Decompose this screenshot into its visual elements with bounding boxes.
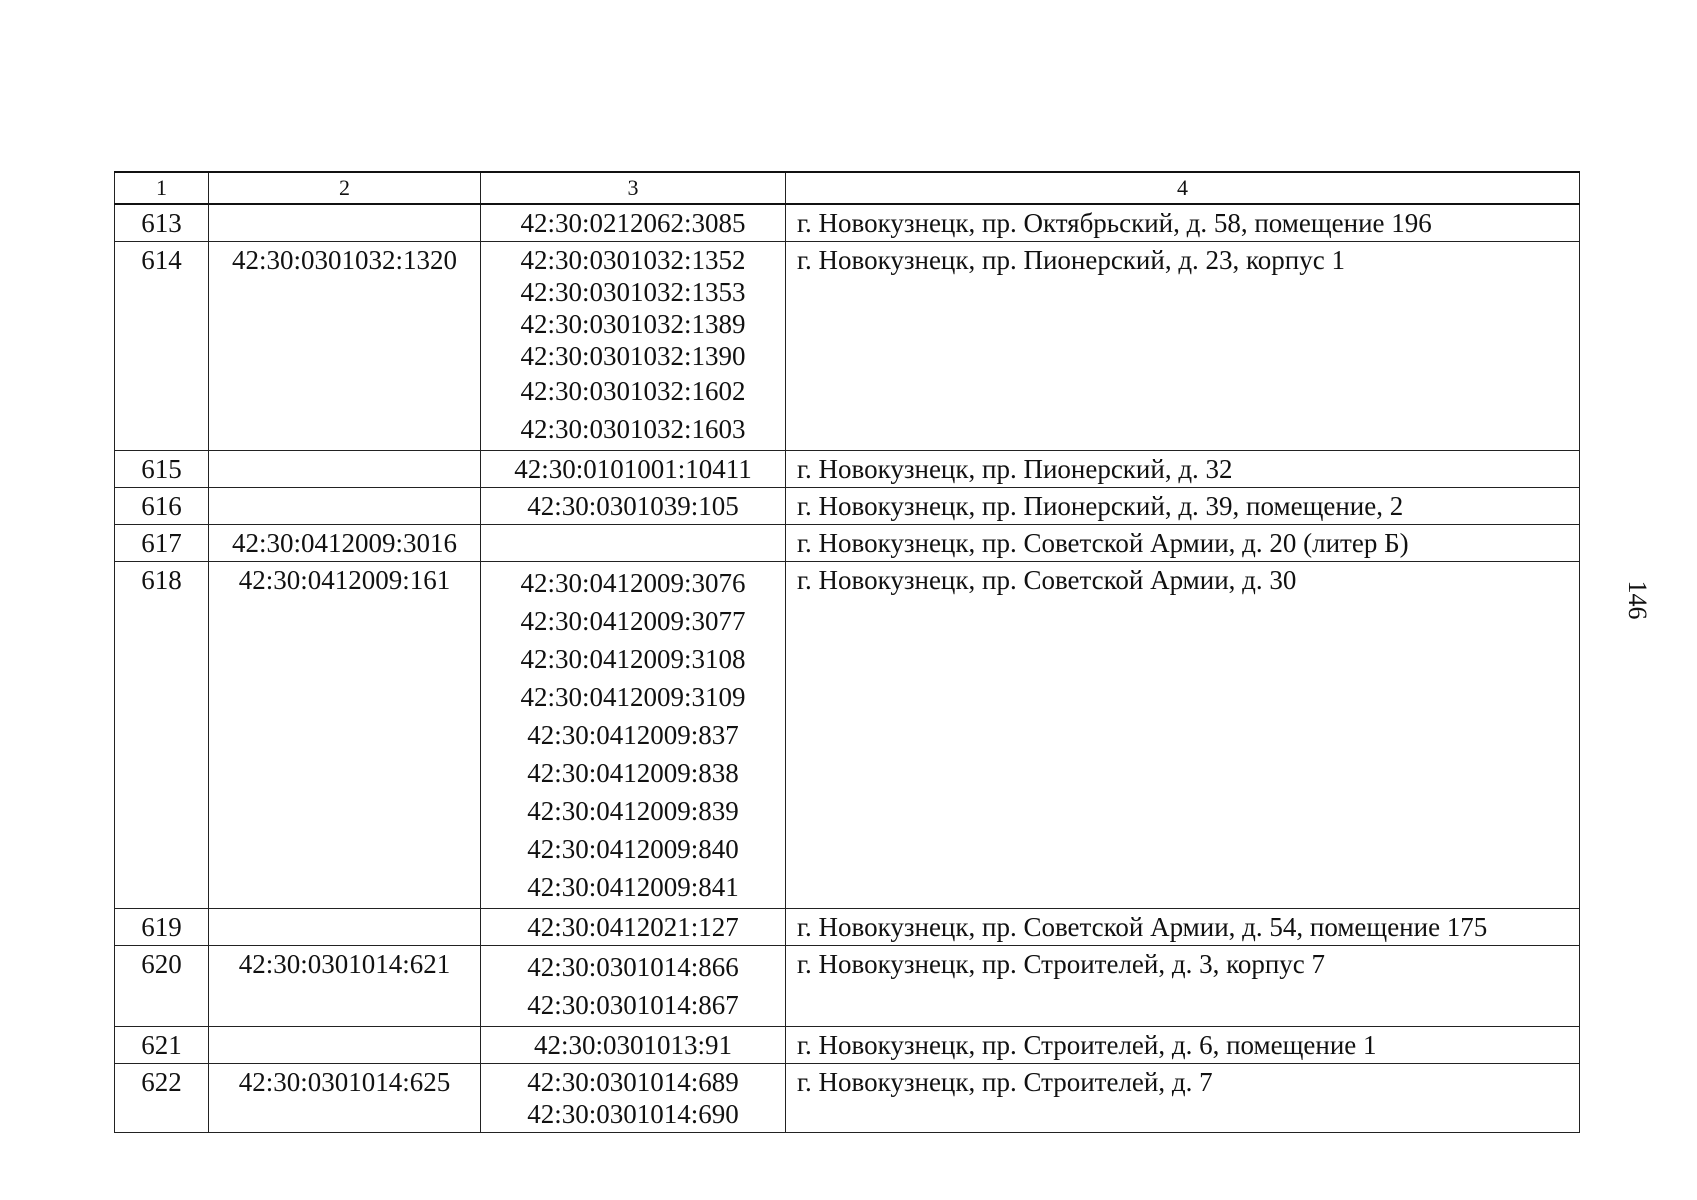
table-body — [115, 204, 1580, 1133]
row-number: 619 — [115, 909, 209, 946]
premises-number: 42:30:0212062:3085 — [520, 208, 746, 238]
premises-number: 42:30:0301014:867 — [527, 990, 739, 1020]
row-number: 622 — [115, 1064, 209, 1133]
premises-number: 42:30:0301039:105 — [527, 491, 739, 521]
table-row — [115, 204, 1580, 242]
table-header — [115, 172, 1580, 204]
premises-number: 42:30:0412009:839 — [527, 796, 739, 826]
premises-numbers-cell — [481, 1027, 786, 1064]
premises-number: 42:30:0412009:837 — [527, 720, 739, 750]
premises-number: 42:30:0101001:10411 — [514, 454, 752, 484]
header-row — [115, 172, 1580, 204]
premises-numbers-cell — [481, 204, 786, 242]
cadastral-number-cell — [209, 525, 481, 562]
address-cell: г. Новокузнецк, пр. Пионерский, д. 32 — [786, 451, 1580, 488]
premises-number: 42:30:0412009:3076 — [520, 568, 746, 598]
premises-numbers-cell — [481, 525, 786, 562]
cadastral-number: 42:30:0301032:1320 — [231, 245, 457, 275]
address-cell: г. Новокузнецк, пр. Строителей, д. 3, корпус 7 — [786, 946, 1580, 1027]
table-row — [115, 1064, 1580, 1133]
premises-numbers-cell — [481, 909, 786, 946]
premises-number: 42:30:0301032:1352 — [520, 245, 746, 275]
premises-number: 42:30:0301032:1603 — [520, 414, 746, 444]
cadastral-number-cell — [209, 488, 481, 525]
premises-number: 42:30:0412009:3109 — [520, 682, 746, 712]
address-cell: г. Новокузнецк, пр. Строителей, д. 6, помещение 1 — [786, 1027, 1580, 1064]
address-cell: г. Новокузнецк, пр. Советской Армии, д. 20 (литер Б) — [786, 525, 1580, 562]
premises-number: 42:30:0301014:690 — [527, 1099, 739, 1129]
premises-number: 42:30:0301032:1389 — [520, 309, 746, 339]
premises-number: 42:30:0301014:689 — [527, 1067, 739, 1097]
premises-numbers-cell — [481, 451, 786, 488]
premises-number: 42:30:0301032:1602 — [520, 376, 746, 406]
cadastral-number-cell — [209, 451, 481, 488]
table-row — [115, 946, 1580, 1027]
premises-numbers-cell — [481, 242, 786, 451]
header-col-4: 4 — [786, 172, 1580, 204]
address-cell: г. Новокузнецк, пр. Пионерский, д. 39, помещение, 2 — [786, 488, 1580, 525]
cadastral-number-cell — [209, 1064, 481, 1133]
address-cell: г. Новокузнецк, пр. Пионерский, д. 23, корпус 1 — [786, 242, 1580, 451]
table-row — [115, 909, 1580, 946]
table-row — [115, 451, 1580, 488]
address-cell: г. Новокузнецк, пр. Строителей, д. 7 — [786, 1064, 1580, 1133]
premises-number: 42:30:0412009:3108 — [520, 644, 746, 674]
address-cell: г. Новокузнецк, пр. Советской Армии, д. 54, помещение 175 — [786, 909, 1580, 946]
header-col-3: 3 — [481, 172, 786, 204]
premises-numbers-cell — [481, 562, 786, 909]
header-col-1: 1 — [115, 172, 209, 204]
cadastral-number-cell — [209, 242, 481, 451]
address-cell: г. Новокузнецк, пр. Советской Армии, д. 30 — [786, 562, 1580, 909]
cadastral-number-cell — [209, 204, 481, 242]
premises-number: 42:30:0301032:1390 — [520, 341, 746, 371]
cadastral-number-cell — [209, 562, 481, 909]
table-row — [115, 488, 1580, 525]
row-number: 615 — [115, 451, 209, 488]
row-number: 621 — [115, 1027, 209, 1064]
premises-numbers-cell — [481, 946, 786, 1027]
premises-number: 42:30:0412021:127 — [527, 912, 739, 942]
page-number: 146 — [1623, 580, 1652, 620]
cadastral-number: 42:30:0412009:161 — [238, 565, 451, 595]
premises-number: 42:30:0301013:91 — [533, 1030, 732, 1060]
premises-number: 42:30:0301014:866 — [527, 952, 739, 982]
table-row — [115, 562, 1580, 909]
cadastral-number: 42:30:0412009:3016 — [231, 528, 457, 558]
table-row — [115, 1027, 1580, 1064]
premises-number: 42:30:0412009:840 — [527, 834, 739, 864]
address-cell: г. Новокузнецк, пр. Октябрьский, д. 58, помещение 196 — [786, 204, 1580, 242]
table-row — [115, 242, 1580, 451]
row-number: 613 — [115, 204, 209, 242]
row-number: 618 — [115, 562, 209, 909]
cadastral-number-cell — [209, 909, 481, 946]
premises-numbers-cell — [481, 1064, 786, 1133]
registry-table — [114, 171, 1580, 1133]
cadastral-number: 42:30:0301014:621 — [238, 949, 451, 979]
premises-number: 42:30:0301032:1353 — [520, 277, 746, 307]
row-number: 620 — [115, 946, 209, 1027]
premises-numbers-cell — [481, 488, 786, 525]
cadastral-number-cell — [209, 1027, 481, 1064]
row-number: 614 — [115, 242, 209, 451]
table-row — [115, 525, 1580, 562]
premises-number: 42:30:0412009:3077 — [520, 606, 746, 636]
row-number: 616 — [115, 488, 209, 525]
premises-number: 42:30:0412009:841 — [527, 872, 739, 902]
header-col-2: 2 — [209, 172, 481, 204]
cadastral-number: 42:30:0301014:625 — [238, 1067, 451, 1097]
premises-number: 42:30:0412009:838 — [527, 758, 739, 788]
cadastral-number-cell — [209, 946, 481, 1027]
row-number: 617 — [115, 525, 209, 562]
